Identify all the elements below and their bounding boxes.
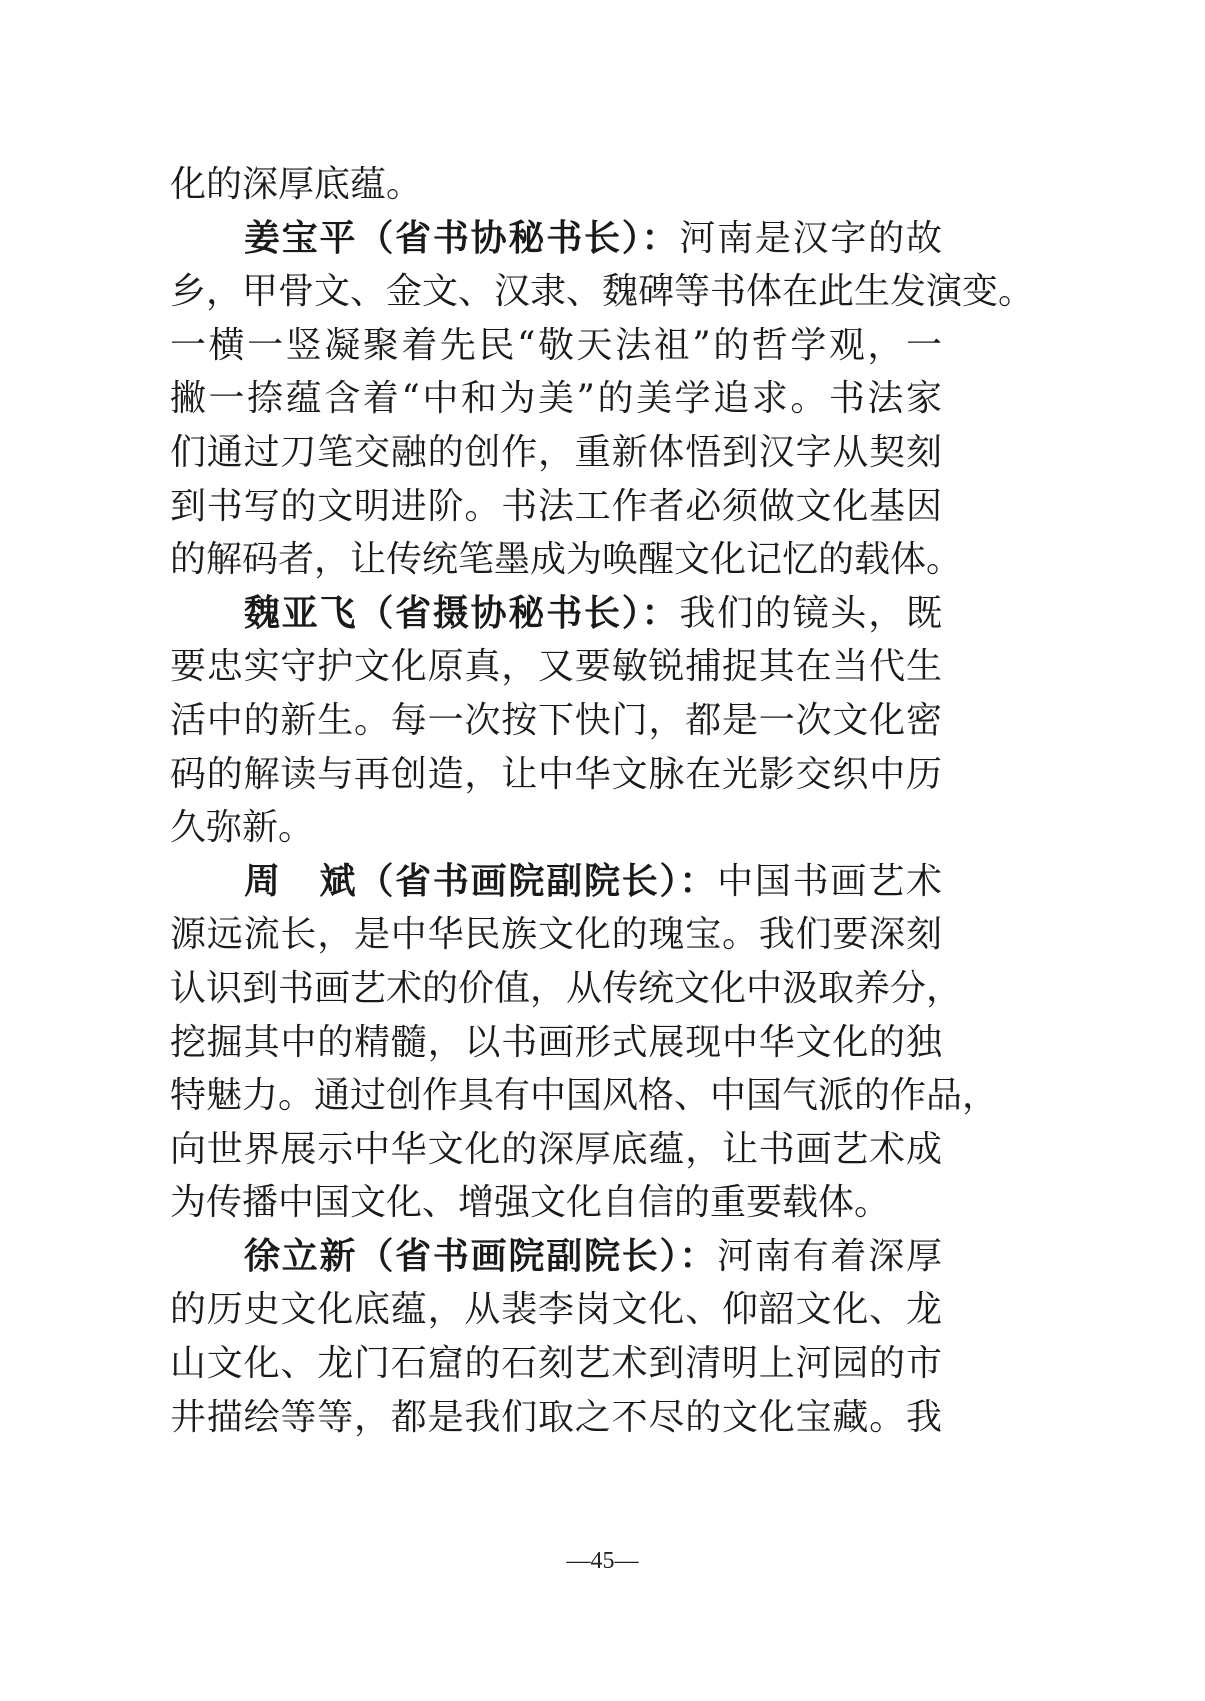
speaker-name: 徐立新（省书画院副院长）： [244, 1234, 718, 1277]
text-line [170, 908, 942, 962]
line-text: 河南是汉字的故 [679, 217, 942, 259]
speaker-name: 魏亚飞（省摄协秘书长）： [244, 591, 680, 634]
line-text: 到书写的文明进阶。书法工作者必须做文化基因 [170, 485, 942, 527]
text-line [170, 533, 963, 587]
line-text: 要忠实守护文化原真，又要敏锐捕捉其在当代生 [170, 646, 942, 688]
paragraph-speaker-line [170, 212, 942, 266]
text-line [170, 1337, 942, 1391]
text-line [170, 265, 1035, 319]
text-line [170, 319, 942, 373]
page-number: —45— [566, 1548, 639, 1574]
text-line [170, 694, 942, 748]
paragraph-speaker-line [170, 1230, 942, 1284]
line-text: 认识到书画艺术的价值，从传统文化中汲取养分， [170, 967, 963, 1009]
line-text: 一横一竖凝聚着先民“敬天法祖”的哲学观，一 [170, 324, 942, 366]
line-text: 特魅力。通过创作具有中国风格、中国气派的作品， [170, 1075, 999, 1117]
text-line [170, 962, 963, 1016]
line-text: 河南有着深厚 [717, 1235, 942, 1277]
line-text: 乡，甲骨文、金文、汉隶、魏碑等书体在此生发演变。 [170, 271, 1035, 313]
line-text: 化的深厚底蕴。 [170, 164, 423, 205]
line-text: 中国书画艺术 [717, 860, 942, 902]
line-text: 码的解读与再创造，让中华文脉在光影交织中历 [170, 753, 942, 795]
line-text: 山文化、龙门石窟的石刻艺术到清明上河园的市 [170, 1343, 942, 1385]
text-line [170, 1176, 942, 1230]
document-body [170, 158, 1035, 1444]
line-text: 的历史文化底蕴，从裴李岗文化、仰韶文化、龙 [170, 1289, 942, 1331]
text-line [170, 1069, 999, 1123]
text-line [170, 372, 942, 426]
line-text: 源远流长，是中华民族文化的瑰宝。我们要深刻 [170, 914, 942, 956]
line-text: 活中的新生。每一次按下快门，都是一次文化密 [170, 699, 942, 741]
line-text: 撇一捺蕴含着“中和为美”的美学追求。书法家 [170, 378, 942, 420]
line-text: 井描绘等等，都是我们取之不尽的文化宝藏。我 [170, 1396, 942, 1438]
line-text: 为传播中国文化、增强文化自信的重要载体。 [170, 1182, 891, 1224]
line-text: 向世界展示中华文化的深厚底蕴，让书画艺术成 [170, 1128, 942, 1170]
paragraph-speaker-line [170, 855, 942, 909]
line-text: 我们的镜头，既 [679, 592, 942, 634]
text-line [170, 748, 942, 802]
text-line [170, 426, 942, 480]
paragraph-speaker-line [170, 587, 942, 641]
text-line [170, 480, 942, 534]
speaker-name: 周 斌（省书画院副院长）： [244, 859, 718, 902]
text-line [170, 1283, 942, 1337]
text-line [170, 1391, 942, 1445]
line-text: 久弥新。 [170, 807, 315, 849]
text-line [170, 801, 942, 855]
line-text: 的解码者，让传统笔墨成为唤醒文化记忆的载体。 [170, 539, 963, 581]
text-line [170, 1016, 942, 1070]
text-line [170, 1123, 942, 1177]
text-line [170, 158, 942, 212]
text-line [170, 640, 942, 694]
line-text: 们通过刀笔交融的创作，重新体悟到汉字从契刻 [170, 431, 942, 473]
speaker-name: 姜宝平（省书协秘书长）： [244, 216, 680, 259]
line-text: 挖掘其中的精髓，以书画形式展现中华文化的独 [170, 1021, 942, 1063]
